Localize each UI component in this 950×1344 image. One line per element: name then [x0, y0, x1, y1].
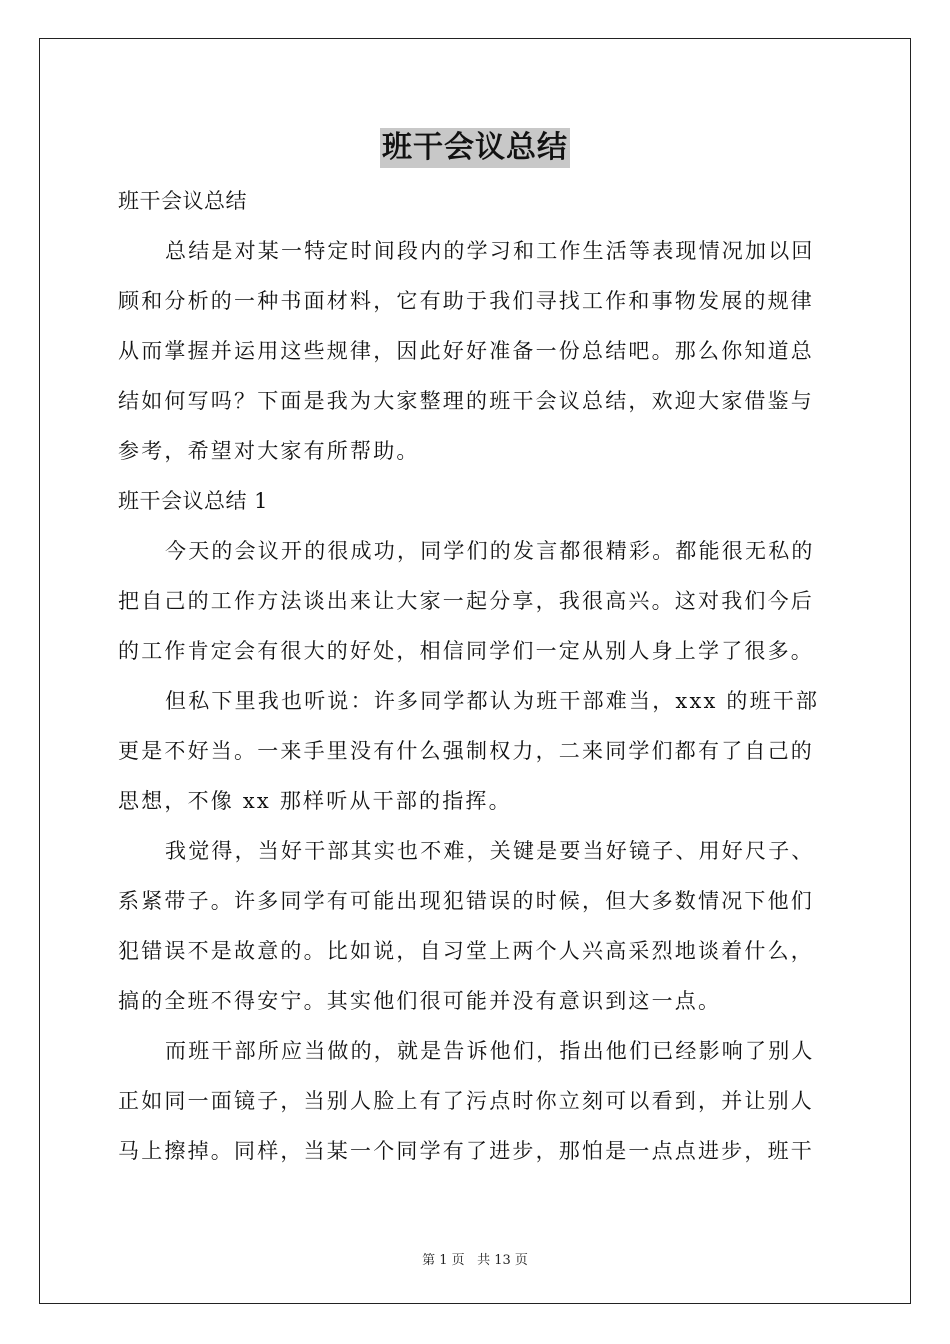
text-line: 结如何写吗？下面是我为大家整理的班干会议总结，欢迎大家借鉴与	[118, 389, 814, 413]
text-line: 班干会议总结 1	[118, 489, 269, 513]
text-line: 犯错误不是故意的。比如说，自习堂上两个人兴高采烈地谈着什么，	[118, 939, 814, 963]
text-line: 班干会议总结	[118, 189, 247, 213]
text-line: 总结是对某一特定时间段内的学习和工作生活等表现情况加以回	[165, 239, 815, 263]
document-body	[118, 176, 834, 1176]
page-total: 共 13 页	[477, 1253, 528, 1268]
text-line: 思想，不像 xx 那样听从干部的指挥。	[118, 789, 512, 813]
text-line: 系紧带子。许多同学有可能出现犯错误的时候，但大多数情况下他们	[118, 889, 814, 913]
page-footer	[0, 1249, 950, 1268]
text-line: 我觉得，当好干部其实也不难，关键是要当好镜子、用好尺子、	[165, 839, 815, 863]
text-line: 搞的全班不得安宁。其实他们很可能并没有意识到这一点。	[118, 989, 722, 1013]
text-line: 参考，希望对大家有所帮助。	[118, 439, 420, 463]
text-line: 马上擦掉。同样，当某一个同学有了进步，那怕是一点点进步，班干	[118, 1139, 814, 1163]
page-number: 第 1 页	[422, 1253, 465, 1268]
text-line: 正如同一面镜子，当别人脸上有了污点时你立刻可以看到，并让别人	[118, 1089, 814, 1113]
document-title	[0, 128, 950, 168]
text-line: 把自己的工作方法谈出来让大家一起分享，我很高兴。这对我们今后	[118, 589, 814, 613]
text-line: 从而掌握并运用这些规律，因此好好准备一份总结吧。那么你知道总	[118, 339, 814, 363]
text-line: 顾和分析的一种书面材料，它有助于我们寻找工作和事物发展的规律	[118, 289, 814, 313]
text-line: 而班干部所应当做的，就是告诉他们，指出他们已经影响了别人	[165, 1039, 815, 1063]
title-text: 班干会议总结	[380, 128, 570, 168]
text-line: 的工作肯定会有很大的好处，相信同学们一定从别人身上学了很多。	[118, 639, 814, 663]
text-line: 今天的会议开的很成功，同学们的发言都很精彩。都能很无私的	[165, 539, 815, 563]
text-line: 更是不好当。一来手里没有什么强制权力，二来同学们都有了自己的	[118, 739, 814, 763]
text-line: 但私下里我也听说：许多同学都认为班干部难当，xxx 的班干部	[165, 689, 820, 713]
